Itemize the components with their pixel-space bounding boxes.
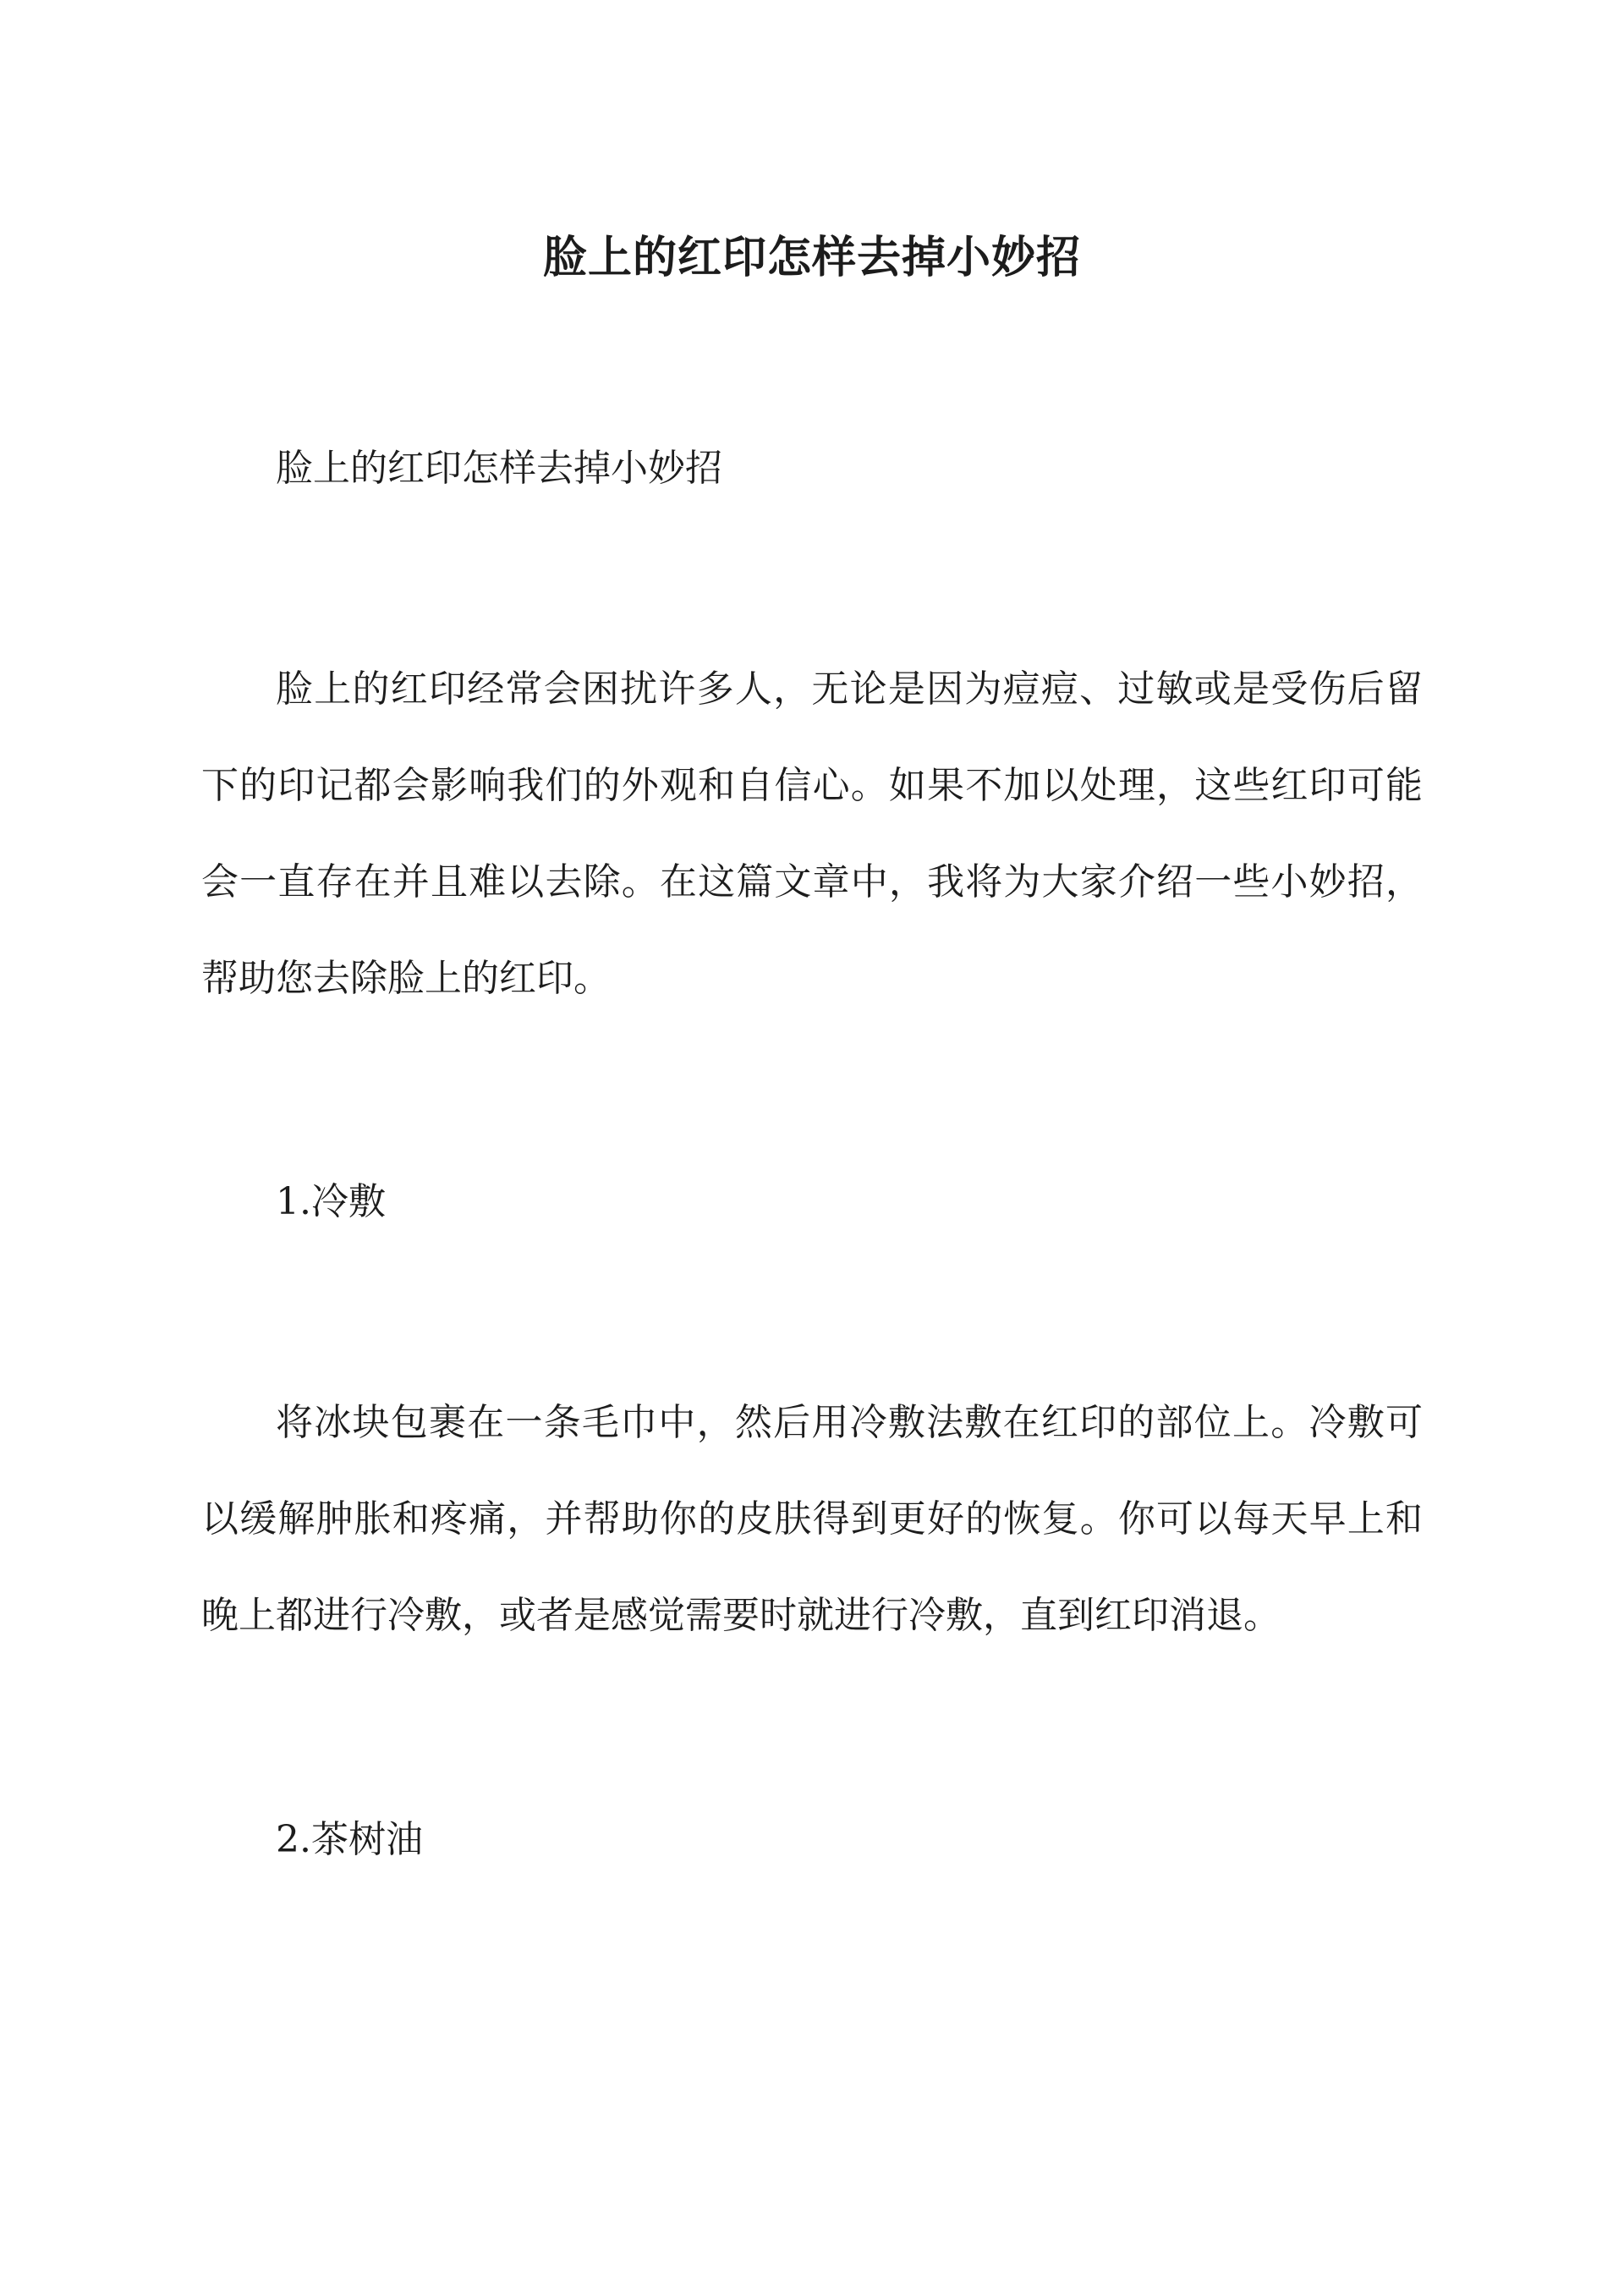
- section-heading: 2.茶树油: [276, 1818, 423, 1861]
- section-heading: 1.冷敷: [276, 1180, 386, 1223]
- intro-paragraph: 脸上的红印经常会困扰许多人，无论是因为痘痘、过敏或是受伤后留下的印记都会影响我们的外观和自信心。如果不加以处理，这些红印可能会一直存在并且难以去除。在这篇文章中，我将为大家介绍一些小妙招，帮助您去除脸上的红印。: [201, 667, 1423, 1000]
- section-body: 将冰块包裹在一条毛巾中，然后用冷敷法敷在红印的部位上。冷敷可以缓解肿胀和疼痛，并帮助你的皮肤得到更好的恢复。你可以每天早上和晚上都进行冷敷，或者是感觉需要时就进行冷敷，直到红印消退。: [201, 1401, 1423, 1637]
- document-title: 脸上的红印怎样去掉小妙招: [542, 231, 1081, 283]
- document-subtitle: 脸上的红印怎样去掉小妙招: [276, 447, 722, 490]
